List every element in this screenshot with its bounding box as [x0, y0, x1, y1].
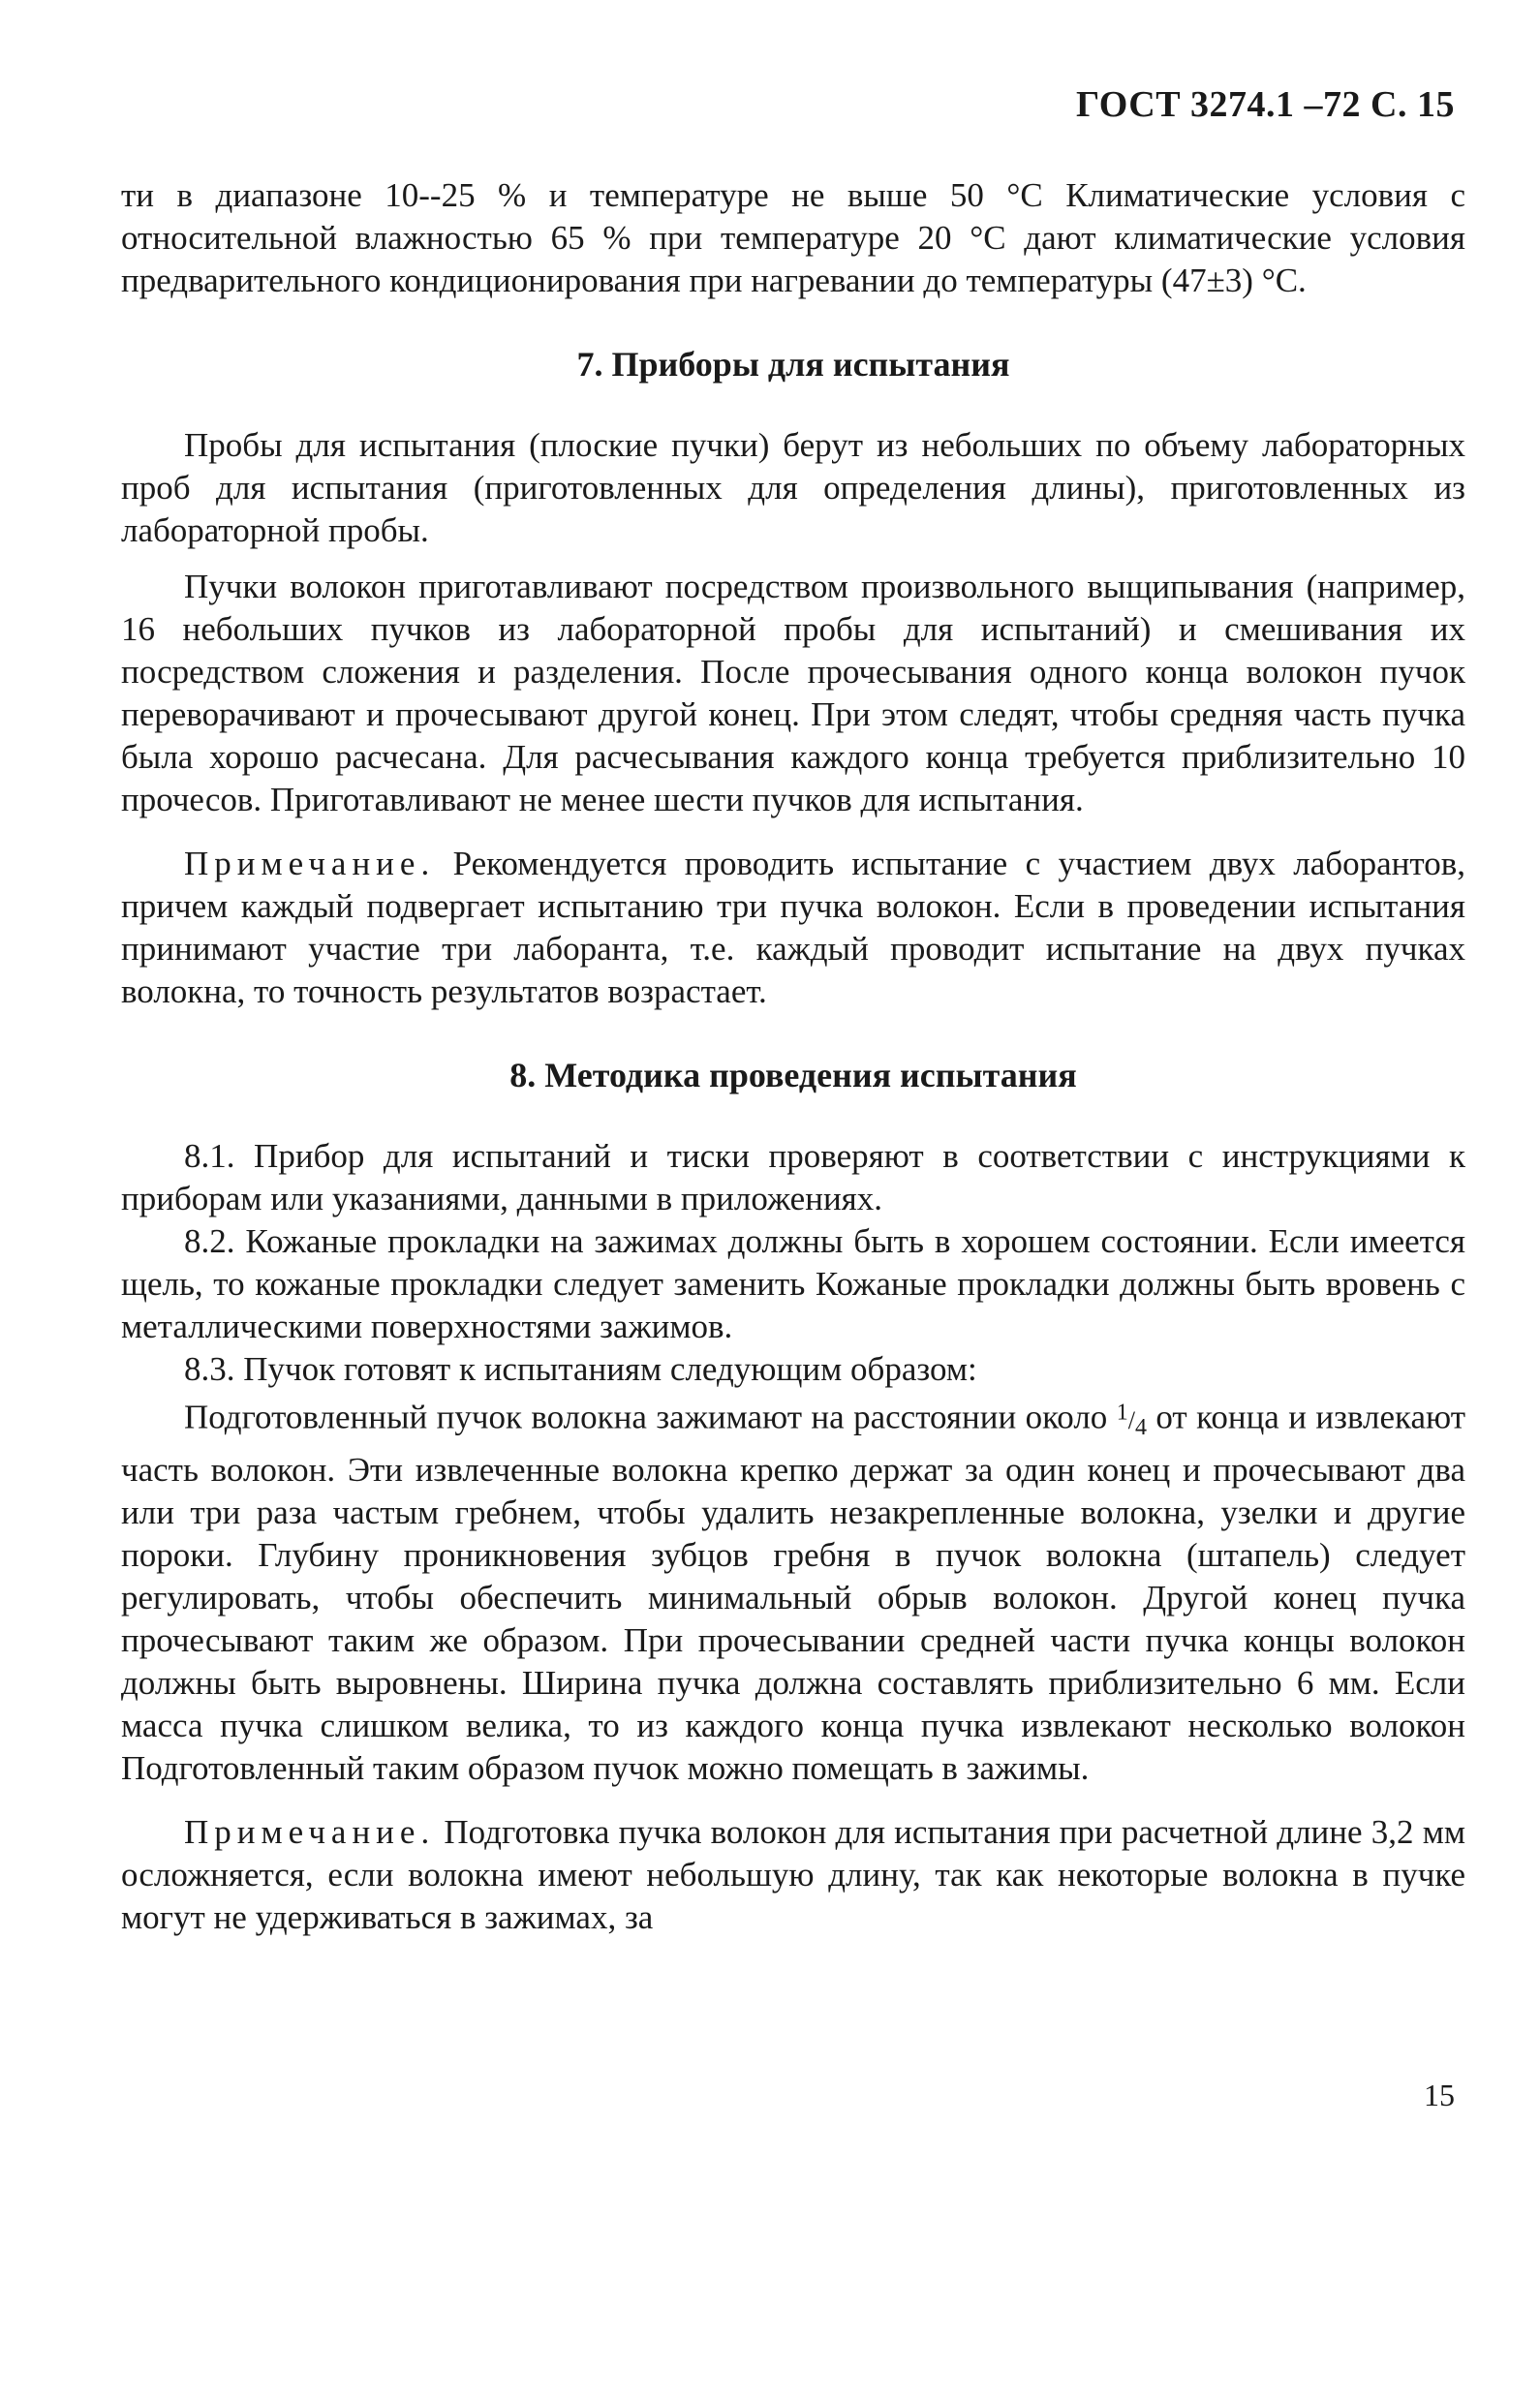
page-number: 15 — [1424, 2078, 1455, 2112]
note-paragraph-2 — [121, 1811, 1465, 1939]
paragraph-bundles: Пучки волокон приготавливают посредством произвольного выщипывания (например, 16 небольших пучков из лабораторной пробы для испытаний) и смешивания их посредством сложения и разделения. После прочесывания одного конца волокон пучок переворачивают и прочесывают другой конец. При этом следят, чтобы средняя часть пучка была хорошо расчесана. Для расчесывания каждого конца требуется приблизительно 10 прочесов. Приготавливают не менее шести пучков для испытания. — [121, 568, 1465, 818]
procedure-text-end: от конца и извлекают часть волокон. Эти извлеченные волокна крепко держат за один конец и прочесывают два или три раза частым гребнем, чтобы удалить незакрепленные волокна, узелки и другие пороки. Глубину проникновения зубцов гребня в пучок волокна (штапель) следует регулировать, чтобы обеспечить минимальный обрыв волокон. Другой конец пучка прочесывают таким же образом. При прочесывании средней части пучка концы волокон должны быть выровнены. Ширина пучка должна составлять приблизительно 6 мм. Если масса пучка слишком велика, то из каждого конца пучка извлекают несколько волокон Подготовленный таким образом пучок можно помещать в зажимы. — [121, 1398, 1466, 1787]
note-paragraph-1 — [121, 843, 1465, 1013]
document-body — [121, 174, 1465, 1939]
paragraph-climate: ти в диапазоне 10--25 % и температуре не выше 50 °С Климатические условия с относительной влажностью 65 % при температуре 20 °С дают климатические условия предварительного кондиционирования при нагревании до температуры (47±3) °С. — [121, 176, 1465, 299]
fraction-numerator: 1 — [1116, 1400, 1128, 1425]
section-heading-8: 8. Методика проведения испытания — [509, 1056, 1077, 1094]
fraction-denominator: 4 — [1134, 1414, 1147, 1440]
note-text: Рекомендуется проводить испытание с участием двух лаборантов, причем каждый подвергает испытанию три пучка волокон. Если в проведении испытания принимают участие три лаборанта, т.е. каждый проводит испытание на двух пучках волокна, то точность результатов возрастает. — [121, 845, 1465, 1010]
note-label: Примечание. — [184, 1812, 436, 1851]
paragraph-8-2: 8.2. Кожаные прокладки на зажимах должны быть в хорошем состоянии. Если имеется щель, то кожаные прокладки следует заменить Кожаные прокладки должны быть вровень с металлическими поверхностями зажимов. — [121, 1222, 1465, 1345]
paragraph-8-3: 8.3. Пучок готовят к испытаниям следующим образом: — [184, 1350, 977, 1388]
page-header: ГОСТ 3274.1 –72 С. 15 — [1076, 84, 1455, 125]
paragraph-samples: Пробы для испытания (плоские пучки) берут из небольших по объему лабораторных проб для испытания (приготовленных для определения длины), приготовленных из лабораторной пробы. — [121, 426, 1465, 549]
paragraph-8-3-procedure — [121, 1391, 1465, 1790]
note-text: Подготовка пучка волокон для испытания при расчетной длине 3,2 мм осложняется, если волокна имеют небольшую длину, так как некоторые волокна в пучке могут не удерживаться в зажимах, за — [121, 1812, 1465, 1936]
fraction-quarter: $^1/_4$ — [1116, 1400, 1147, 1440]
note-label: Примечание. — [184, 845, 436, 882]
procedure-text-start: Подготовленный пучок волокна зажимают на расстоянии около — [184, 1398, 1117, 1436]
paragraph-8-1: 8.1. Прибор для испытаний и тиски проверяют в соответствии с инструкциями к приборам или указаниями, данными в приложениях. — [121, 1137, 1465, 1217]
section-heading-7: 7. Приборы для испытания — [576, 345, 1010, 384]
